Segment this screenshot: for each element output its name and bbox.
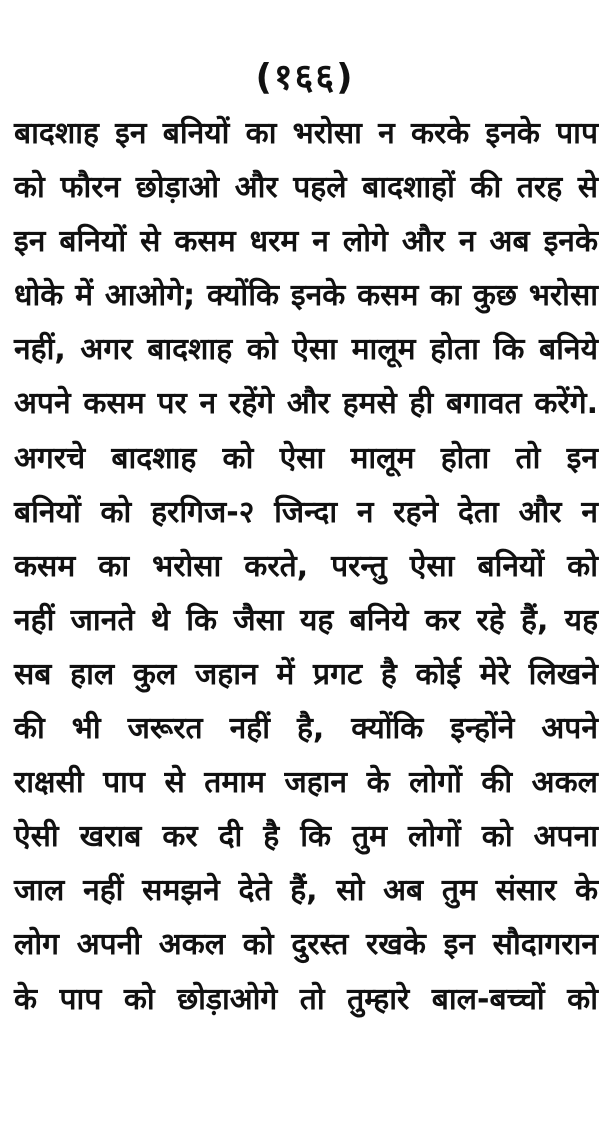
text-line: अगरचे बादशाह को ऐसा मालूम होता तो इन xyxy=(14,440,598,476)
text-line: बादशाह इन बनियों का भरोसा न करके इनके पाप xyxy=(14,116,598,151)
text-line: इन बनियों से कसम धरम न लोगे और न अब इनके xyxy=(14,224,598,260)
body-text xyxy=(14,107,598,1027)
text-line: जाल नहीं समझने देते हैं, सो अब तुम संसार के xyxy=(14,873,598,909)
text-line: की भी जरूरत नहीं है, क्योंकि इन्होंने अपने xyxy=(14,711,598,747)
page-number: (१६६) xyxy=(255,57,355,98)
text-line: धोके में आओगे; क्योंकि इनके कसम का कुछ भरोसा xyxy=(14,278,598,314)
text-line: लोग अपनी अकल को दुरस्त रखके इन सौदागरान xyxy=(14,927,598,963)
text-line: को फौरन छोड़ाओ और पहले बादशाहों की तरह से xyxy=(14,170,598,206)
text-line: कसम का भरोसा करते, परन्तु ऐसा बनियों को xyxy=(14,548,598,584)
text-line: के पाप को छोड़ाओगे तो तुम्हारे बाल-बच्चों को xyxy=(14,981,598,1017)
text-line: नहीं, अगर बादशाह को ऐसा मालूम होता कि बनिये xyxy=(14,332,598,368)
text-line: नहीं जानते थे कि जैसा यह बनिये कर रहे हैं, यह xyxy=(14,602,598,638)
text-line: सब हाल कुल जहान में प्रगट है कोई मेरे लिखने xyxy=(14,656,598,692)
text-line: बनियों को हरगिज-२ जिन्दा न रहने देता और न xyxy=(14,494,598,530)
text-line: अपने कसम पर न रहेंगे और हमसे ही बगावत करेंगे. xyxy=(14,386,598,422)
text-line: ऐसी खराब कर दी है कि तुम लोगों को अपना xyxy=(14,819,598,855)
text-line: राक्षसी पाप से तमाम जहान के लोगों की अकल xyxy=(14,765,598,801)
